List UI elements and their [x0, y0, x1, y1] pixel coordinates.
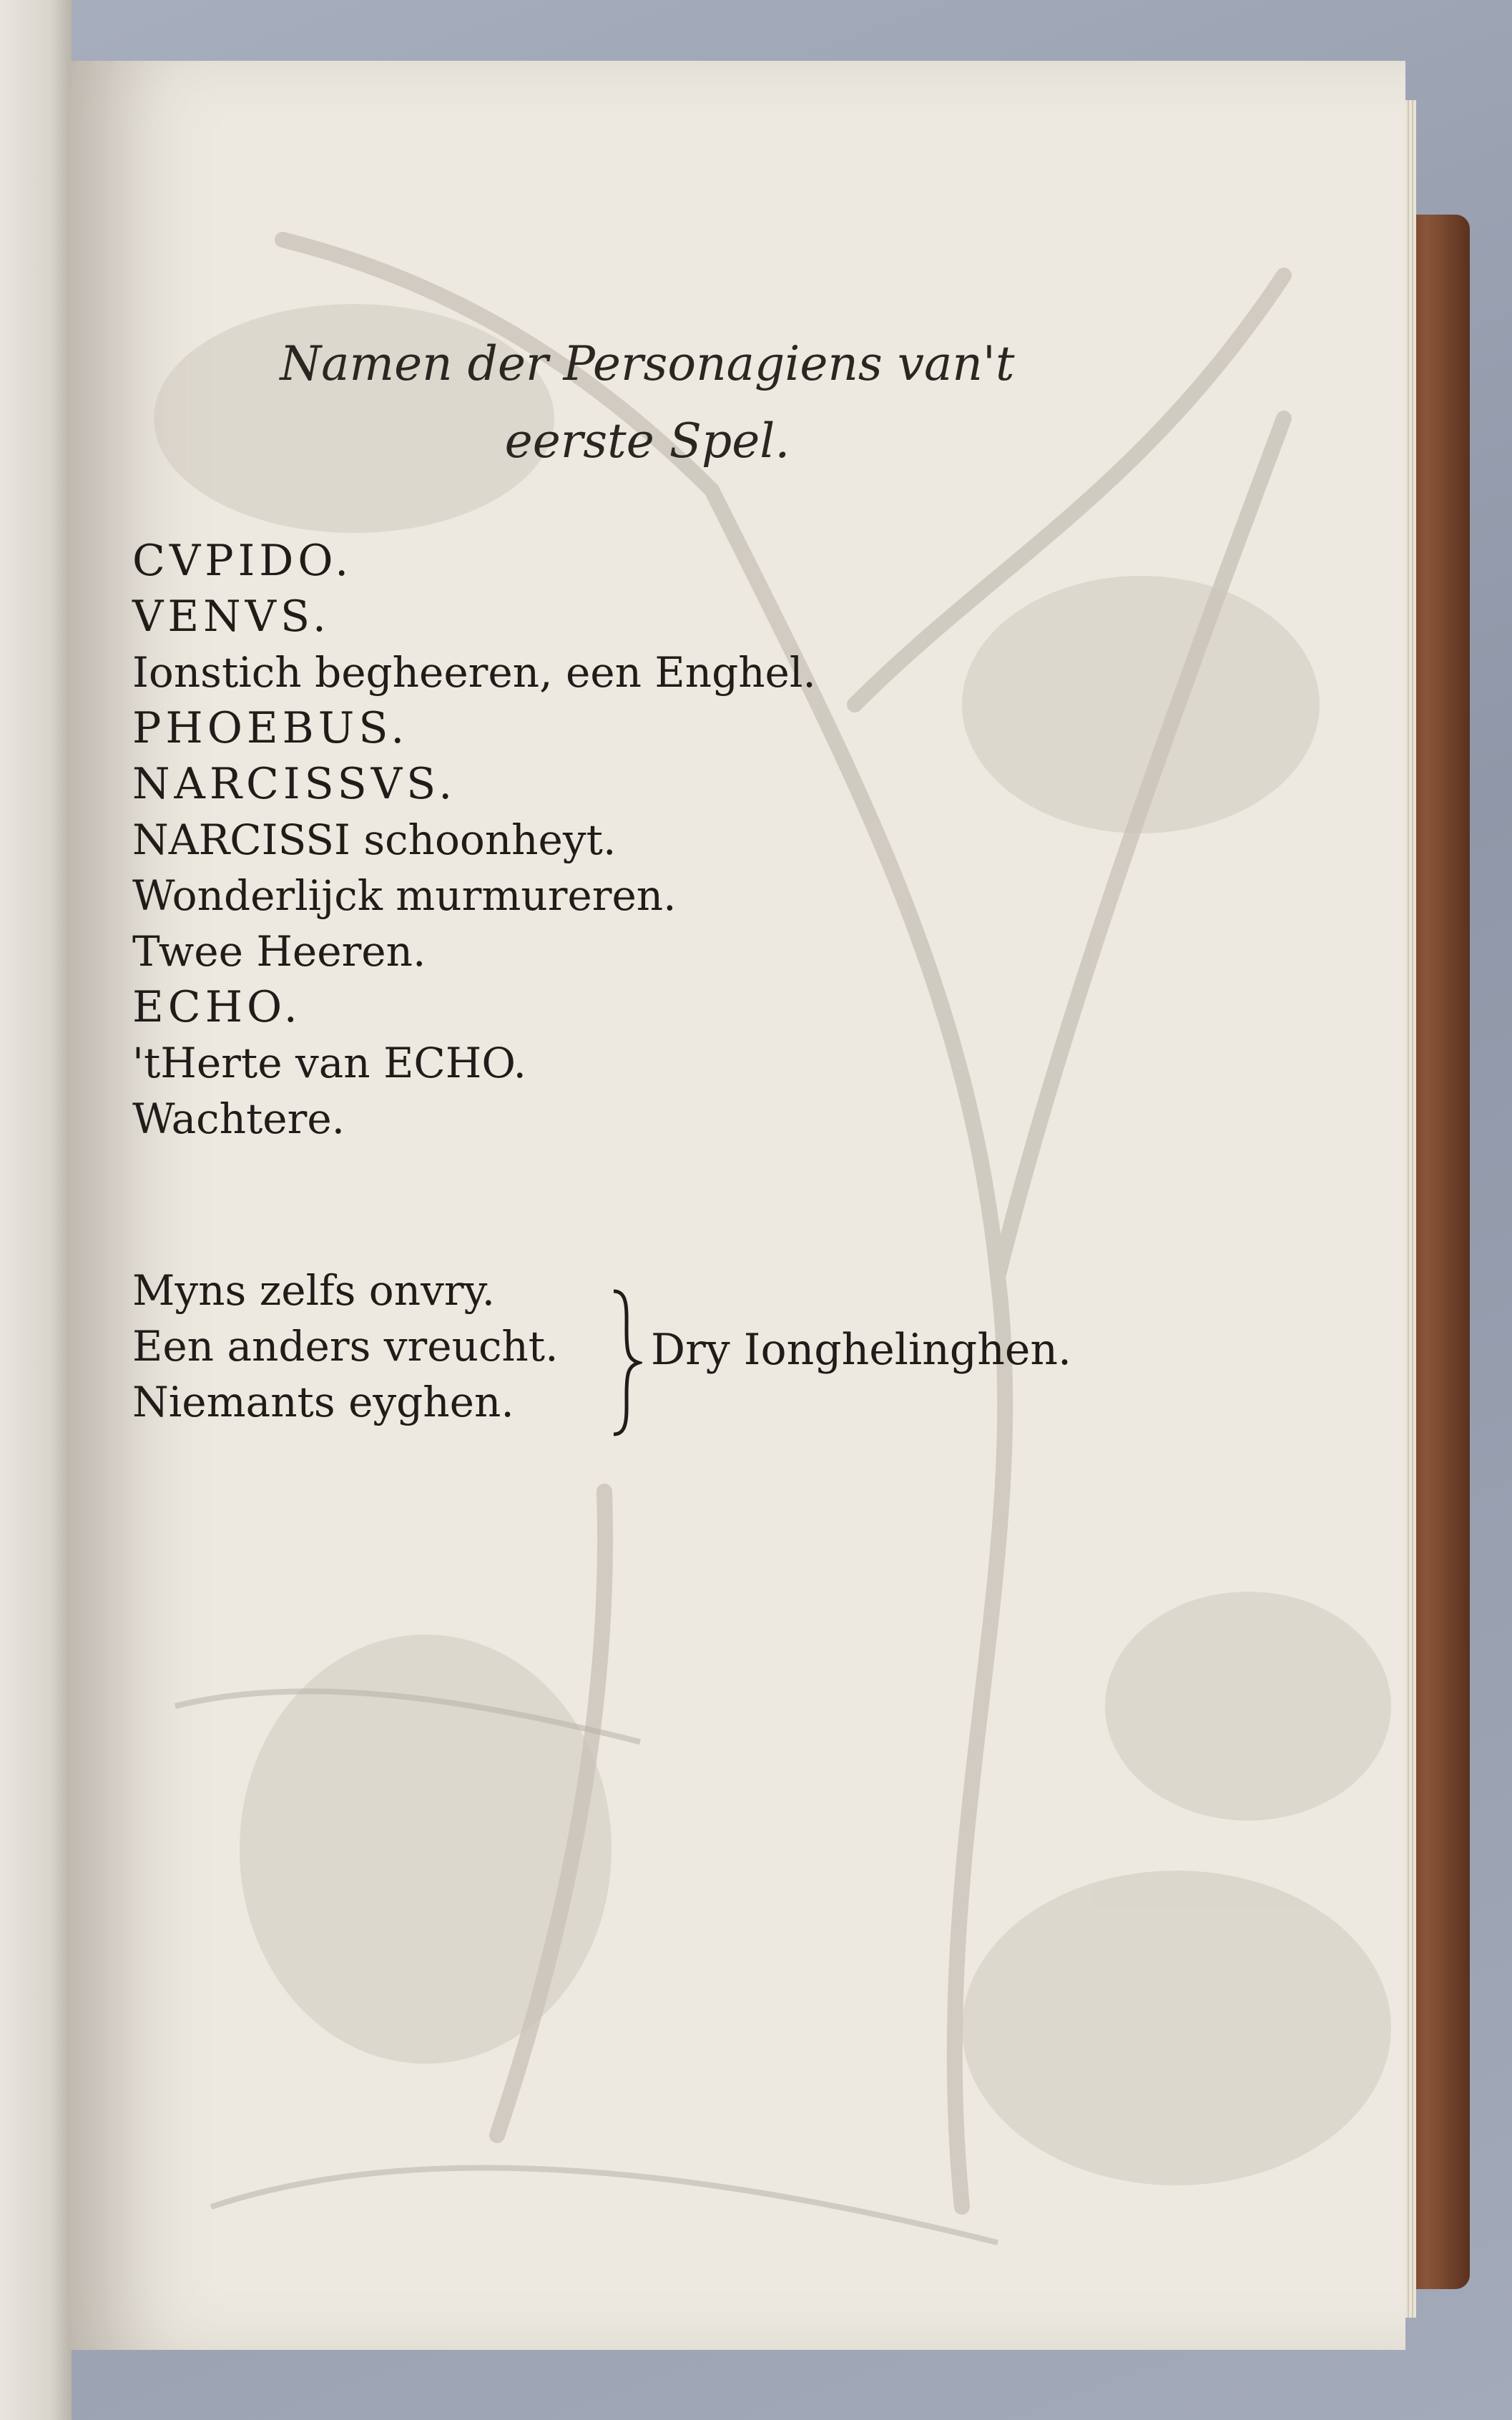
cast-item: NARCISSVS.	[132, 759, 457, 809]
cast-item: Wonderlijck murmureren.	[132, 871, 677, 920]
group-label: Dry Ionghelinghen.	[651, 1325, 1072, 1375]
heading-line-2: eerste Spel.	[504, 413, 790, 469]
cast-item: PHOEBUS.	[132, 703, 409, 753]
cast-item: NARCISSI schoonheyt.	[132, 815, 617, 864]
group-member: Niemants eyghen.	[132, 1378, 514, 1426]
group-member: Myns zelfs onvry.	[132, 1266, 496, 1315]
cast-item: CVPIDO.	[132, 536, 353, 586]
cast-item: 'tHerte van ECHO.	[132, 1039, 526, 1087]
cast-item: Wachtere.	[132, 1094, 345, 1143]
page-heading	[200, 325, 1094, 480]
cast-item: Twee Heeren.	[132, 927, 426, 976]
cast-item: ECHO.	[132, 982, 302, 1032]
cast-item: VENVS.	[132, 592, 330, 642]
cast-list	[132, 533, 816, 1147]
facing-page-edge	[0, 0, 72, 2420]
group-member: Een anders vreucht.	[132, 1322, 559, 1371]
heading-line-1: Namen der Personagiens van't	[280, 336, 1015, 391]
cast-item: Ionstich begheeren, een Enghel.	[132, 648, 816, 697]
grouped-cast	[132, 1263, 559, 1430]
curly-brace	[607, 1288, 642, 1438]
